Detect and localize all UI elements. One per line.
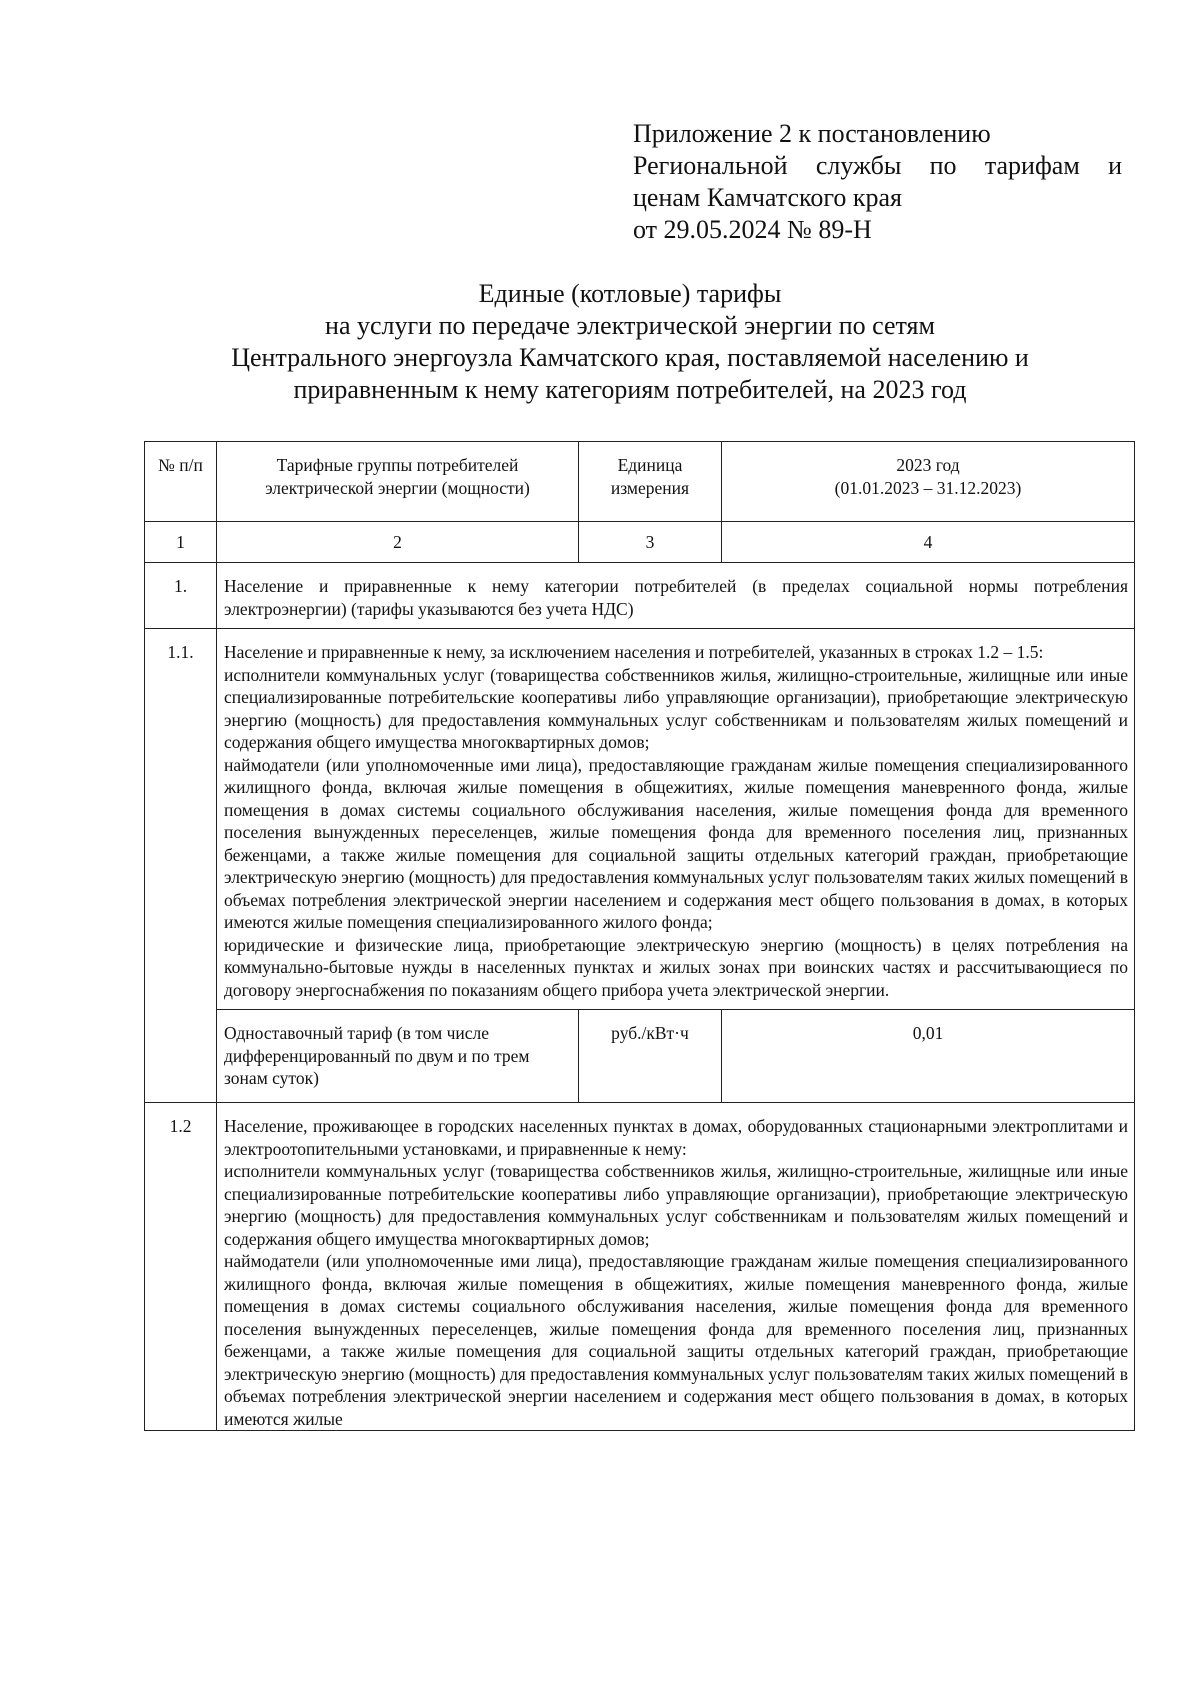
row-paragraph: исполнители коммунальных услуг (товарищества собственников жилья, жилищно-строительные, жилищные или иные специализированные потребительские кооперативы либо управляющие организации), приобретающие электрическую энергию (мощность) для предоставления коммунальных услуг собственникам и пользователям жилых помещений и содержания общего имущества многоквартирных домов;: [224, 664, 1128, 752]
table-row: [145, 563, 1135, 629]
header-tariff-group: [217, 442, 579, 522]
header-number-label: № п/п: [158, 455, 203, 475]
table-header-row: [145, 442, 1135, 522]
header-period: [722, 442, 1135, 522]
table-index-row: [145, 522, 1135, 563]
row-paragraph: исполнители коммунальных услуг (товарищества собственников жилья, жилищно-строительные, жилищные или иные специализированные потребительские кооперативы либо управляющие организации), приобретающие электрическую энергию (мощность) для предоставления коммунальных услуг собственникам и пользователям жилых помещений и содержания общего имущества многоквартирных домов;: [224, 1161, 1128, 1249]
row-number: 1.: [145, 563, 217, 629]
row-description: [217, 1103, 1135, 1431]
title-line-2: на услуги по передаче электрической энергии по сетям: [325, 311, 935, 340]
row-number: 1.2: [145, 1103, 217, 1431]
appendix-line-4: от 29.05.2024 № 89-Н: [633, 215, 872, 244]
table-row: [145, 1103, 1135, 1431]
header-number: [145, 442, 217, 522]
row-description: [217, 563, 1135, 629]
appendix-line-3: ценам Камчатского края: [633, 183, 902, 212]
index-cell-2: 2: [217, 522, 579, 563]
appendix-reference: [633, 118, 1122, 246]
header-group-line-1: Тарифные группы потребителей: [276, 455, 519, 475]
row-paragraph: наймодатели (или уполномоченные ими лица), предоставляющие гражданам жилые помещения специализированного жилищного фонда, включая жилые помещения в общежитиях, жилые помещения маневренного фонда, жилые помещения в домах системы социального обслуживания населения, жилые помещения фонда для временного поселения вынужденных переселенцев, жилые помещения фонда для временного поселения лиц, признанных беженцами, а также жилые помещения для социальной защиты отдельных категорий граждан, приобретающие электрическую энергию (мощность) для предоставления коммунальных услуг пользователям таких жилых помещений в объемах потребления электрической энергии населением и содержания мест общего пользования в домах, в которых имеются жилые: [224, 1251, 1128, 1429]
tariff-name: Одноставочный тариф (в том числе дифференцированный по двум и по трем зонам суток): [217, 1010, 579, 1103]
title-line-4: приравненным к нему категориям потребителей, на 2023 год: [293, 375, 967, 404]
tariff-value: 0,01: [722, 1010, 1135, 1103]
title-line-3: Центрального энергоузла Камчатского края, поставляемой населению и: [231, 343, 1029, 372]
document-title: [140, 278, 1120, 406]
header-period-line-2: (01.01.2023 – 31.12.2023): [834, 477, 1022, 498]
header-period-line-1: 2023 год: [896, 455, 960, 475]
row-description: [217, 629, 1135, 1010]
row-paragraph: юридические и физические лица, приобретающие электрическую энергию (мощность) в целях потребления на коммунально-бытовые нужды в населенных пунктах и жилых зонах при воинских частях и рассчитывающиеся по договору энергоснабжения по показаниям общего прибора учета электрической энергии.: [224, 934, 1128, 1000]
header-unit-line-1: Единица: [617, 455, 683, 475]
header-group-line-2: электрической энергии (мощности): [265, 477, 530, 498]
header-unit-line-2: измерения: [610, 477, 690, 498]
title-line-1: Единые (котловые) тарифы: [478, 279, 782, 308]
tariff-table: [144, 441, 1135, 1431]
index-cell-4: 4: [722, 522, 1135, 563]
table-row: [145, 629, 1135, 1010]
tariff-row: [145, 1010, 1135, 1103]
row-paragraph: наймодатели (или уполномоченные ими лица), предоставляющие гражданам жилые помещения специализированного жилищного фонда, включая жилые помещения в общежитиях, жилые помещения маневренного фонда, жилые помещения в домах системы социального обслуживания населения, жилые помещения фонда для временного поселения вынужденных переселенцев, жилые помещения фонда для временного поселения лиц, признанных беженцами, а также жилые помещения для социальной защиты отдельных категорий граждан, приобретающие электрическую энергию (мощность) для предоставления коммунальных услуг пользователям таких жилых помещений в объемах потребления электрической энергии населением и содержания мест общего пользования в домах, в которых имеются жилые помещения специализированного жилого фонда;: [224, 754, 1128, 932]
index-cell-1: 1: [145, 522, 217, 563]
index-cell-3: 3: [579, 522, 722, 563]
row-text: Население и приравненные к нему категории потребителей (в пределах социальной нормы потребления электроэнергии) (тарифы указываются без учета НДС): [224, 576, 1128, 619]
appendix-line-1: Приложение 2 к постановлению: [633, 119, 991, 148]
header-unit: [579, 442, 722, 522]
row-paragraph: Население и приравненные к нему, за исключением населения и потребителей, указанных в строках 1.2 – 1.5:: [224, 642, 1044, 662]
appendix-line-2: Региональной службы по тарифам и: [633, 151, 1122, 180]
tariff-unit: руб./кВт·ч: [579, 1010, 722, 1103]
row-number: 1.1.: [145, 629, 217, 1103]
row-paragraph: Население, проживающее в городских населенных пунктах в домах, оборудованных стационарными электроплитами и электроотопительными установками, и приравненные к нему:: [224, 1116, 1128, 1159]
